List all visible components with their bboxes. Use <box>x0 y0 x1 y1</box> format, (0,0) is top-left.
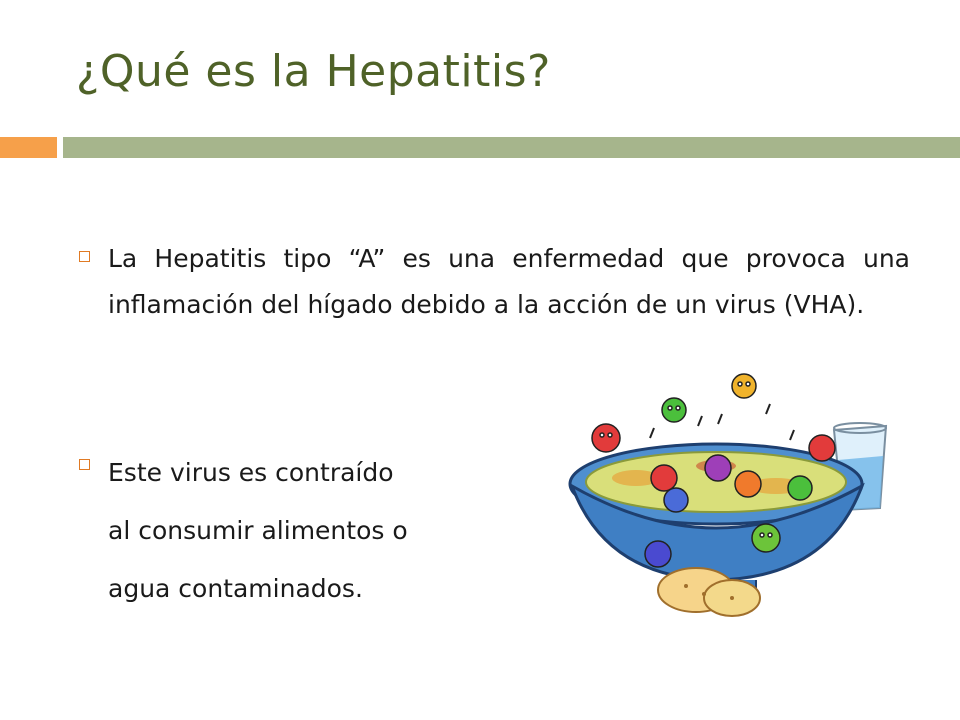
accent-bar-orange <box>0 137 57 158</box>
bullet-2-line-1: Este virus es contraído <box>108 458 394 487</box>
bullet-2-line-3: agua contaminados. <box>108 574 363 603</box>
bullet-marker-icon <box>79 251 90 262</box>
slide-title: ¿Qué es la Hepatitis? <box>76 46 551 97</box>
bullet-paragraph-2 <box>108 444 508 618</box>
virus-soup-illustration-icon <box>566 368 896 618</box>
bullet-paragraph-1: La Hepatitis tipo “A” es una enfermedad que provoca una inflamación del hígado debido a la acción de un virus (VHA). <box>108 244 910 319</box>
bullet-2-line-2: al consumir alimentos o <box>108 516 408 545</box>
accent-bar-green <box>63 137 960 158</box>
bullet-marker-icon <box>79 459 90 470</box>
